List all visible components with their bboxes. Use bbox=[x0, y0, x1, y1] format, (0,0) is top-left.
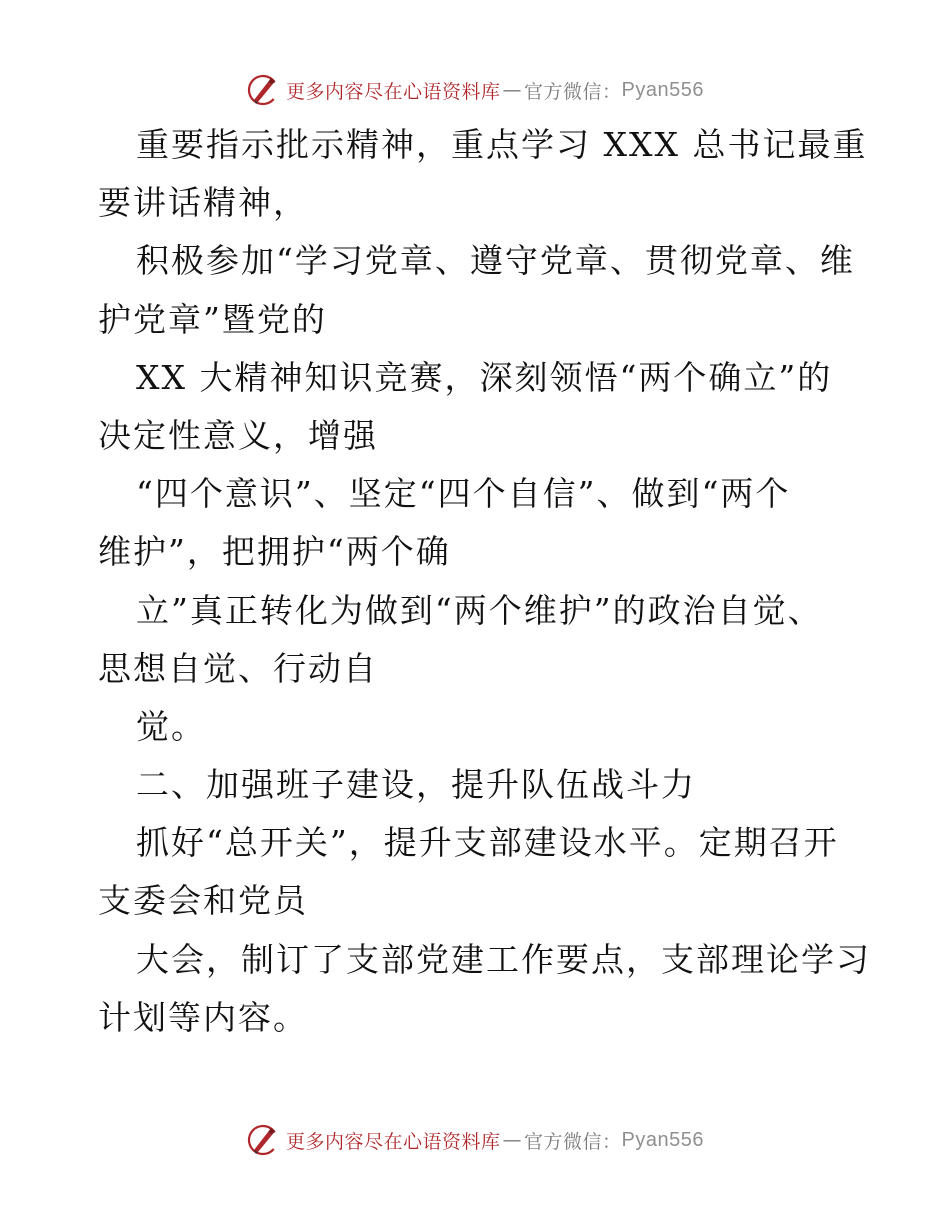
text-line: 立”真正转化为做到“两个维护”的政治自觉、 bbox=[136, 590, 823, 630]
text-line: 抓好“总开关”，提升支部建设水平。定期召开 bbox=[136, 823, 839, 863]
text-line: 积极参加“学习党章、遵守党章、贯彻党章、维 bbox=[136, 241, 855, 281]
text-line: XX 大精神知识竞赛，深刻领悟“两个确立”的 bbox=[136, 357, 833, 397]
banner-wechat-label: 官方微信： bbox=[524, 1130, 622, 1153]
text-line: 要讲话精神， bbox=[98, 183, 308, 223]
text-line: 大会，制订了支部党建工作要点，支部理论学习 bbox=[136, 939, 871, 979]
document-body bbox=[98, 116, 871, 1047]
pen-logo-icon bbox=[246, 1123, 280, 1157]
banner-text bbox=[286, 77, 704, 104]
text-line: 支委会和党员 bbox=[98, 881, 308, 921]
banner-wechat-label: 官方微信： bbox=[524, 80, 622, 103]
footer-watermark-banner bbox=[0, 1120, 950, 1160]
text-line: 重要指示批示精神，重点学习 XXX 总书记最重 bbox=[136, 125, 868, 164]
text-line: 思想自觉、行动自 bbox=[98, 648, 378, 688]
banner-main-text: 更多内容尽在心语资料库 bbox=[286, 1130, 501, 1153]
text-line: 维护”，把拥护“两个确 bbox=[98, 532, 451, 572]
banner-main-text: 更多内容尽在心语资料库 bbox=[286, 80, 501, 103]
text-line: 决定性意义，增强 bbox=[98, 415, 378, 455]
section-heading: 二、加强班子建设，提升队伍战斗力 bbox=[136, 765, 696, 805]
banner-wechat-id: Pyan556 bbox=[621, 1128, 704, 1151]
text-line: 觉。 bbox=[136, 706, 206, 746]
banner-text bbox=[286, 1127, 704, 1154]
banner-separator: — bbox=[502, 79, 523, 101]
banner-wechat-id: Pyan556 bbox=[621, 78, 704, 101]
header-watermark-banner bbox=[0, 70, 950, 110]
pen-logo-icon bbox=[246, 73, 280, 107]
text-line: “四个意识”、坚定“四个自信”、做到“两个 bbox=[136, 474, 791, 514]
text-line: 护党章”暨党的 bbox=[98, 299, 327, 339]
text-line: 计划等内容。 bbox=[98, 997, 308, 1037]
banner-separator: — bbox=[502, 1129, 523, 1151]
